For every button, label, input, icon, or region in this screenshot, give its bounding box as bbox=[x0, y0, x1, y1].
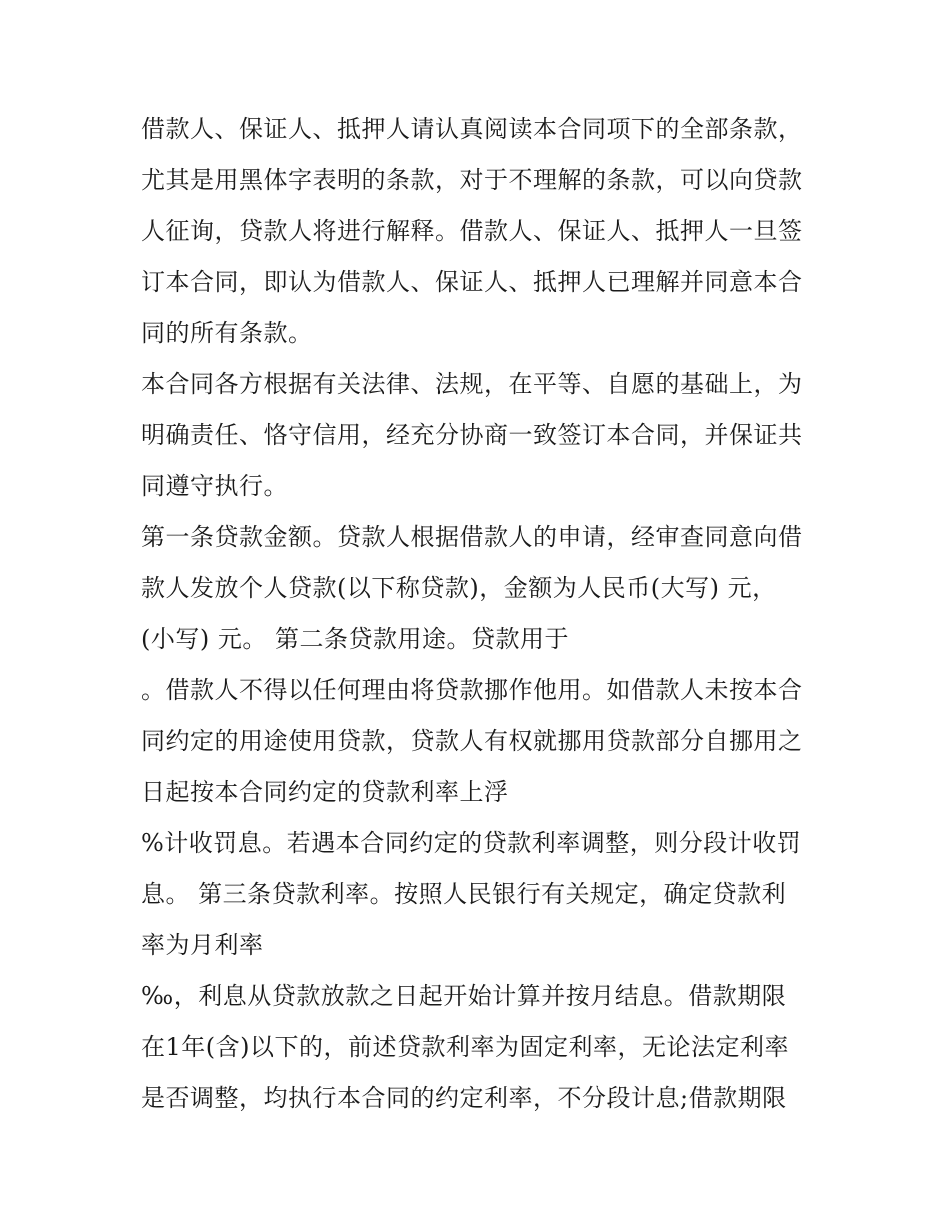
text-line: 借款人、保证人、抵押人请认真阅读本合同项下的全部条款， bbox=[141, 115, 803, 143]
text-line: %计收罚息。若遇本合同约定的贷款利率调整，则分段计收罚 bbox=[141, 829, 802, 857]
text-line: 订本合同，即认为借款人、保证人、抵押人已理解并同意本合 bbox=[141, 268, 803, 296]
text-line: 人征询，贷款人将进行解释。借款人、保证人、抵押人一旦签 bbox=[141, 217, 803, 245]
text-line: 息。 第三条贷款利率。按照人民银行有关规定，确定贷款利 bbox=[141, 880, 787, 908]
text-line: 尤其是用黑体字表明的条款，对于不理解的条款，可以向贷款 bbox=[141, 166, 803, 194]
text-line: ‰，利息从贷款放款之日起开始计算并按月结息。借款期限 bbox=[141, 982, 787, 1010]
text-line: 本合同各方根据有关法律、法规，在平等、自愿的基础上，为 bbox=[141, 370, 803, 398]
text-line: 在1年(含)以下的，前述贷款利率为固定利率，无论法定利率 bbox=[141, 1033, 789, 1061]
text-line: 。借款人不得以任何理由将贷款挪作他用。如借款人未按本合 bbox=[141, 676, 803, 704]
text-line: 第一条贷款金额。贷款人根据借款人的申请，经审查同意向借 bbox=[141, 523, 803, 551]
text-line: 率为月利率 bbox=[141, 931, 264, 959]
text-line: 同约定的用途使用贷款，贷款人有权就挪用贷款部分自挪用之 bbox=[141, 727, 803, 755]
text-line: 日起按本合同约定的贷款利率上浮 bbox=[141, 778, 509, 806]
text-line: 同的所有条款。 bbox=[141, 319, 313, 347]
text-line: 明确责任、恪守信用，经充分协商一致签订本合同，并保证共 bbox=[141, 421, 803, 449]
text-line: (小写) 元。 第二条贷款用途。贷款用于 bbox=[141, 625, 569, 653]
text-line: 同遵守执行。 bbox=[141, 472, 288, 500]
text-line: 是否调整，均执行本合同的约定利率，不分段计息;借款期限 bbox=[141, 1084, 787, 1112]
document-body bbox=[141, 104, 821, 1124]
text-line: 款人发放个人贷款(以下称贷款)，金额为人民币(大写) 元， bbox=[141, 574, 777, 602]
